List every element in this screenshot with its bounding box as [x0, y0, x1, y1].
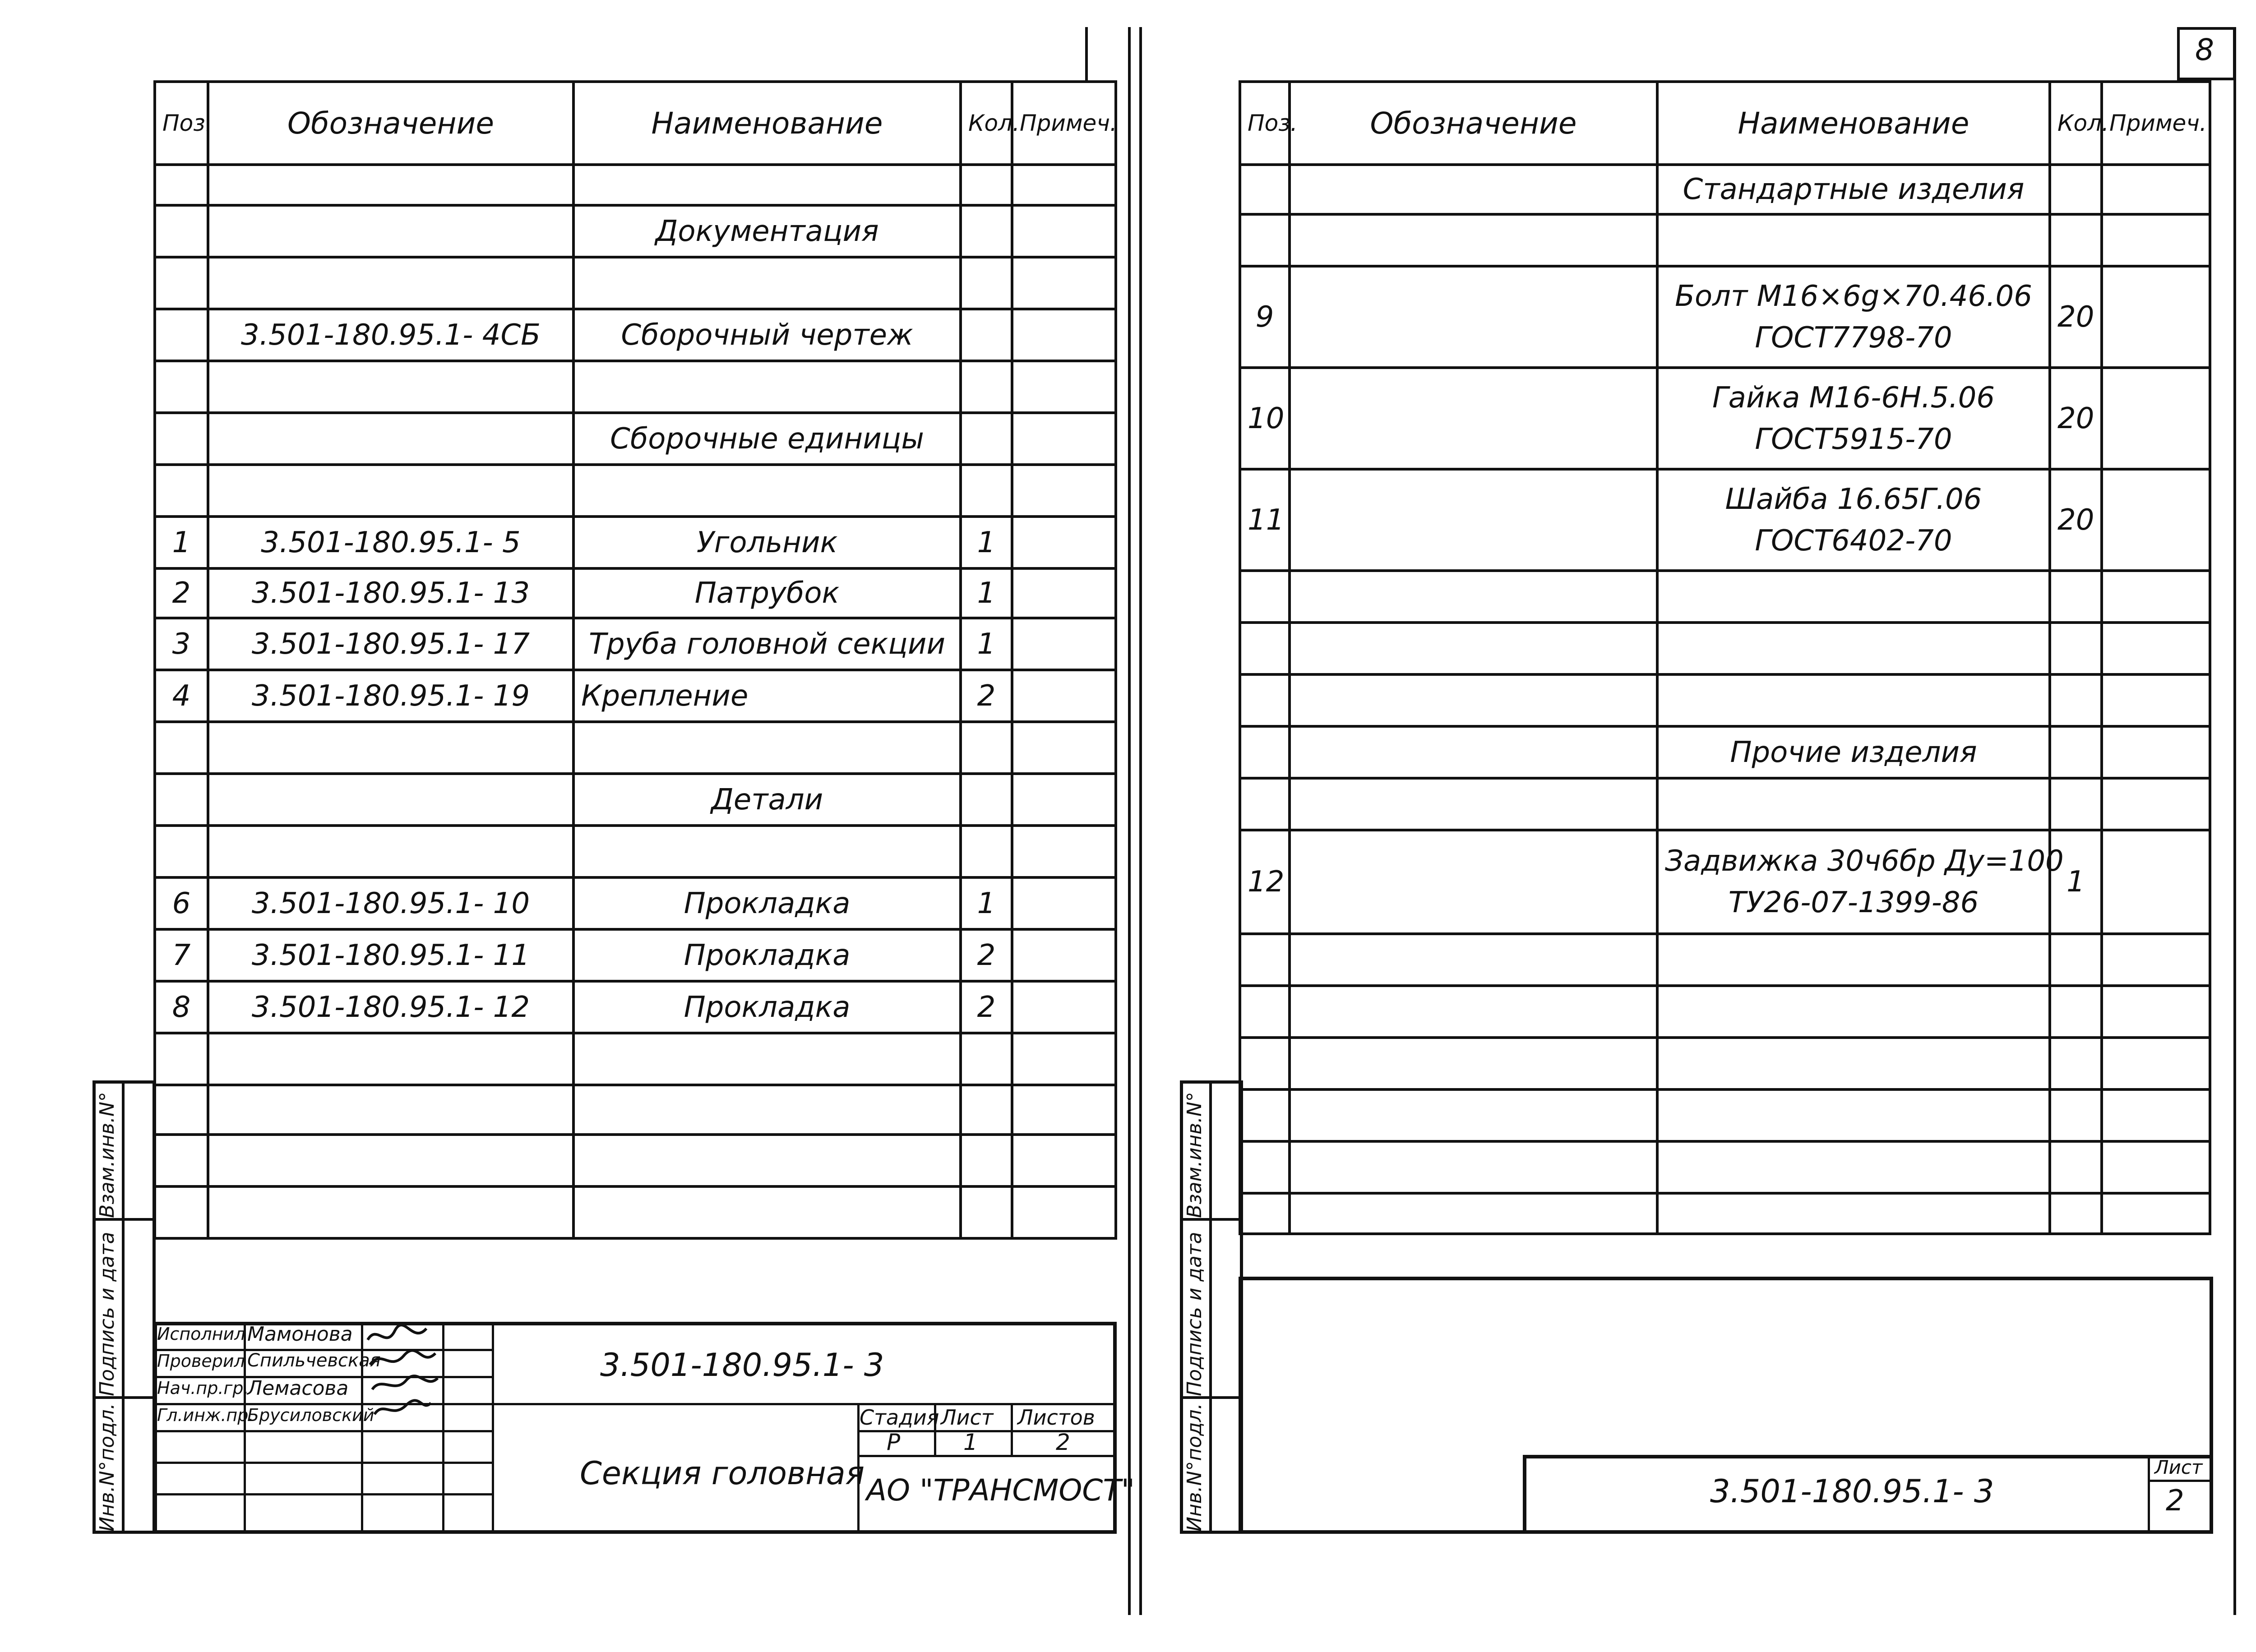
row-pos — [155, 165, 208, 205]
row-note — [1012, 670, 1116, 722]
row-designation — [1290, 674, 1657, 726]
left-table-row — [155, 1033, 1116, 1085]
left-table-row — [155, 1085, 1116, 1135]
row-pos — [155, 1186, 208, 1238]
right-side-label-replace: Взам.инв.N° — [1183, 1092, 1206, 1218]
right-table-row — [1240, 266, 2210, 368]
row-designation — [208, 1186, 573, 1238]
row-name-line1: Прочие изделия — [1730, 735, 1977, 769]
left-table-row — [155, 826, 1116, 877]
header-pos: Поз. — [1240, 82, 1290, 165]
row-qty — [961, 205, 1012, 257]
row-pos — [155, 774, 208, 826]
row-note — [1012, 1135, 1116, 1186]
right-table-row — [1240, 1193, 2210, 1234]
right-table-row — [1240, 469, 2210, 571]
row-pos — [155, 465, 208, 517]
left-header-row — [155, 82, 1116, 165]
row-qty — [961, 1135, 1012, 1186]
row-designation — [1290, 986, 1657, 1038]
row-name — [1657, 1193, 2050, 1234]
row-qty — [2050, 674, 2102, 726]
row-note — [2102, 986, 2210, 1038]
row-designation: 3.501-180.95.1- 11 — [208, 929, 573, 981]
row-note — [1012, 877, 1116, 929]
row-qty — [961, 722, 1012, 774]
left-table-row — [155, 929, 1116, 981]
row-name — [573, 1135, 961, 1186]
row-designation — [1290, 368, 1657, 469]
row-pos — [1240, 1038, 1290, 1089]
row-note — [1012, 981, 1116, 1033]
row-qty — [961, 165, 1012, 205]
right-table-row — [1240, 571, 2210, 623]
row-qty — [961, 413, 1012, 465]
stamp-sheets-value: 2 — [1056, 1429, 1070, 1455]
left-table-row — [155, 981, 1116, 1033]
row-pos — [1240, 778, 1290, 830]
row-designation: 3.501-180.95.1- 12 — [208, 981, 573, 1033]
row-name: Прокладка — [573, 877, 961, 929]
left-side-label-replace: Взам.инв.N° — [96, 1092, 119, 1218]
row-designation — [1290, 266, 1657, 368]
row-designation — [1290, 778, 1657, 830]
stamp-sheets-label: Листов — [1017, 1405, 1095, 1430]
row-pos — [1240, 674, 1290, 726]
stamp-role-3: Нач.пр.гр. — [157, 1378, 249, 1398]
row-designation: 3.501-180.95.1- 5 — [208, 517, 573, 568]
row-qty: 1 — [961, 517, 1012, 568]
row-note — [2102, 1141, 2210, 1193]
row-note — [1012, 309, 1116, 361]
stamp-name-1: Мамонова — [247, 1323, 353, 1346]
left-table-row — [155, 1186, 1116, 1238]
rsb-h1 — [2148, 1480, 2213, 1482]
row-pos — [1240, 1141, 1290, 1193]
row-pos — [1240, 623, 1290, 674]
stamp-name-4: Брусиловский — [247, 1405, 374, 1425]
row-designation: 3.501-180.95.1- 17 — [208, 618, 573, 670]
row-pos — [155, 205, 208, 257]
stamp-role-2: Проверил — [157, 1351, 245, 1371]
row-designation — [208, 205, 573, 257]
row-pos — [155, 257, 208, 309]
row-name — [573, 826, 961, 877]
row-name: Сборочные единицы — [573, 413, 961, 465]
row-pos — [155, 309, 208, 361]
row-pos — [1240, 214, 1290, 266]
row-pos: 4 — [155, 670, 208, 722]
row-note — [1012, 165, 1116, 205]
row-pos — [155, 722, 208, 774]
row-pos — [1240, 165, 1290, 214]
right-table-row — [1240, 934, 2210, 986]
row-qty: 2 — [961, 981, 1012, 1033]
row-pos — [155, 1033, 208, 1085]
header-designation: Обозначение — [208, 82, 573, 165]
row-pos: 8 — [155, 981, 208, 1033]
row-designation — [208, 1085, 573, 1135]
row-pos: 9 — [1240, 266, 1290, 368]
left-table-row — [155, 465, 1116, 517]
stamp-name-3: Лемасова — [247, 1377, 349, 1400]
row-name: Угольник — [573, 517, 961, 568]
row-note — [2102, 830, 2210, 934]
row-name — [1657, 1038, 2050, 1089]
row-note — [1012, 1033, 1116, 1085]
right-table-row — [1240, 674, 2210, 726]
right-table-row — [1240, 1089, 2210, 1141]
row-designation — [1290, 1193, 1657, 1234]
row-designation — [1290, 214, 1657, 266]
row-pos — [155, 826, 208, 877]
lsb-v4 — [492, 1322, 494, 1534]
row-designation — [1290, 623, 1657, 674]
row-note — [1012, 618, 1116, 670]
row-name: Крепление — [573, 670, 961, 722]
left-table-row — [155, 165, 1116, 205]
page-number: 8 — [2195, 32, 2214, 67]
row-note — [1012, 205, 1116, 257]
left-side-label-inv: Инв.N°подл. — [96, 1403, 119, 1532]
row-pos — [155, 1135, 208, 1186]
left-frame-right — [1128, 27, 1131, 1615]
row-name — [573, 1186, 961, 1238]
row-pos — [1240, 1089, 1290, 1141]
row-qty — [2050, 778, 2102, 830]
row-pos — [1240, 934, 1290, 986]
stamp-name-2: Спильчевская — [247, 1350, 381, 1371]
row-note — [2102, 165, 2210, 214]
row-qty — [961, 774, 1012, 826]
stamp-sheet-label: Лист — [941, 1405, 994, 1430]
row-name — [573, 722, 961, 774]
row-designation — [208, 465, 573, 517]
row-qty — [2050, 986, 2102, 1038]
left-table-row — [155, 877, 1116, 929]
stamp-role-4: Гл.инж.пр. — [157, 1405, 254, 1425]
row-name: Документация — [573, 205, 961, 257]
row-qty — [2050, 726, 2102, 778]
row-note — [1012, 722, 1116, 774]
row-name — [1657, 934, 2050, 986]
row-designation: 3.501-180.95.1- 13 — [208, 568, 573, 618]
row-qty — [961, 257, 1012, 309]
row-name — [1657, 986, 2050, 1038]
row-name-line1: Гайка М16-6Н.5.06 — [1712, 381, 1995, 415]
header-name: Наименование — [1657, 82, 2050, 165]
row-designation — [208, 165, 573, 205]
row-note — [2102, 214, 2210, 266]
row-name — [1657, 1089, 2050, 1141]
row-note — [2102, 1089, 2210, 1141]
row-qty: 20 — [2050, 469, 2102, 571]
row-name — [1657, 165, 2050, 214]
row-note — [1012, 1186, 1116, 1238]
row-qty — [2050, 214, 2102, 266]
row-name: Детали — [573, 774, 961, 826]
row-name — [1657, 623, 2050, 674]
row-pos — [1240, 1193, 1290, 1234]
row-name — [1657, 571, 2050, 623]
row-note — [1012, 465, 1116, 517]
row-name — [1657, 726, 2050, 778]
row-note — [1012, 361, 1116, 413]
row-designation — [208, 826, 573, 877]
row-note — [2102, 469, 2210, 571]
row-designation — [1290, 1141, 1657, 1193]
row-qty — [2050, 623, 2102, 674]
row-name — [573, 165, 961, 205]
row-designation — [1290, 1038, 1657, 1089]
row-designation — [208, 1033, 573, 1085]
left-table-row — [155, 722, 1116, 774]
row-qty — [2050, 1089, 2102, 1141]
right-specification-table — [1239, 80, 2211, 1235]
row-qty — [961, 1033, 1012, 1085]
lsb-row5 — [153, 1462, 492, 1464]
row-name — [1657, 214, 2050, 266]
left-stamp-title: Секция головная — [580, 1455, 864, 1492]
row-designation — [1290, 934, 1657, 986]
row-pos: 10 — [1240, 368, 1290, 469]
row-designation — [1290, 830, 1657, 934]
left-table-row — [155, 1135, 1116, 1186]
row-note — [1012, 413, 1116, 465]
row-note — [1012, 929, 1116, 981]
right-header-row — [1240, 82, 2210, 165]
right-table-row — [1240, 1141, 2210, 1193]
row-qty: 20 — [2050, 368, 2102, 469]
right-stamp-sheet-label: Лист — [2154, 1456, 2203, 1478]
row-designation — [1290, 571, 1657, 623]
row-name — [573, 1085, 961, 1135]
right-stamp-doc-code: 3.501-180.95.1- 3 — [1710, 1473, 1994, 1510]
signatures — [363, 1322, 444, 1430]
left-table-row — [155, 568, 1116, 618]
row-qty — [2050, 934, 2102, 986]
right-table-row — [1240, 830, 2210, 934]
stamp-stage-value: Р — [887, 1429, 901, 1455]
lsb-v7 — [1011, 1403, 1013, 1455]
rsb-v1 — [2148, 1455, 2150, 1534]
row-name — [1657, 674, 2050, 726]
stamp-organization: АО "ТРАНСМОСТ" — [866, 1473, 1135, 1508]
row-designation — [208, 257, 573, 309]
row-note — [2102, 1038, 2210, 1089]
row-pos — [1240, 986, 1290, 1038]
left-table-row — [155, 618, 1116, 670]
left-side-label-sign: Подпись и дата — [96, 1232, 119, 1396]
row-pos — [1240, 571, 1290, 623]
row-pos — [1240, 726, 1290, 778]
row-qty — [2050, 571, 2102, 623]
row-designation: 3.501-180.95.1- 19 — [208, 670, 573, 722]
row-designation — [1290, 726, 1657, 778]
row-name-line2: ТУ26-07-1399-86 — [1728, 886, 1979, 919]
row-note — [1012, 774, 1116, 826]
row-name: Труба головной секции — [573, 618, 961, 670]
left-table-row — [155, 670, 1116, 722]
row-qty — [961, 361, 1012, 413]
row-designation: 3.501-180.95.1- 10 — [208, 877, 573, 929]
row-pos — [155, 413, 208, 465]
lsb-row6 — [153, 1493, 492, 1495]
stamp-role-1: Исполнил — [157, 1324, 245, 1344]
row-pos: 2 — [155, 568, 208, 618]
row-note — [1012, 826, 1116, 877]
row-name — [1657, 830, 2064, 934]
row-name-line1: Задвижка 30ч6бр Ду=100 — [1665, 844, 2064, 878]
row-name-line1: Болт М16×6g×70.46.06 — [1675, 279, 2032, 313]
header-name: Наименование — [573, 82, 961, 165]
lsb-row4 — [153, 1430, 492, 1432]
row-qty: 2 — [961, 929, 1012, 981]
row-note — [2102, 674, 2210, 726]
row-name — [573, 257, 961, 309]
right-strip-inner — [1209, 1080, 1212, 1534]
row-qty: 1 — [961, 618, 1012, 670]
row-name — [573, 361, 961, 413]
right-table-row — [1240, 165, 2210, 214]
left-specification-table — [153, 80, 1117, 1240]
row-designation: 3.501-180.95.1- 4СБ — [208, 309, 573, 361]
left-top-tick — [1085, 27, 1088, 80]
row-qty — [961, 1186, 1012, 1238]
row-designation — [1290, 165, 1657, 214]
row-name — [573, 465, 961, 517]
row-pos: 7 — [155, 929, 208, 981]
row-qty: 1 — [2050, 830, 2102, 934]
row-designation — [208, 1135, 573, 1186]
row-qty — [961, 826, 1012, 877]
row-name-line1: Стандартные изделия — [1683, 173, 2025, 206]
row-qty — [2050, 165, 2102, 214]
right-table-row — [1240, 214, 2210, 266]
row-name: Патрубок — [573, 568, 961, 618]
row-note — [2102, 726, 2210, 778]
header-qty: Кол. — [961, 82, 1012, 165]
row-designation — [208, 361, 573, 413]
row-note — [2102, 571, 2210, 623]
row-pos — [155, 1085, 208, 1135]
row-qty: 2 — [961, 670, 1012, 722]
left-table-row — [155, 413, 1116, 465]
row-designation — [208, 413, 573, 465]
row-qty: 1 — [961, 568, 1012, 618]
right-side-label-sign: Подпись и дата — [1183, 1232, 1206, 1396]
row-designation — [208, 774, 573, 826]
stamp-sheet-value: 1 — [963, 1429, 978, 1455]
left-table-row — [155, 205, 1116, 257]
row-qty — [2050, 1193, 2102, 1234]
row-name — [1657, 469, 2050, 571]
row-name — [1657, 266, 2050, 368]
right-table-row — [1240, 726, 2210, 778]
header-pos: Поз. — [155, 82, 208, 165]
row-name — [1657, 1141, 2050, 1193]
row-pos: 3 — [155, 618, 208, 670]
row-note — [1012, 568, 1116, 618]
stamp-stage-label: Стадия — [860, 1405, 939, 1430]
header-designation: Обозначение — [1290, 82, 1657, 165]
row-pos: 11 — [1240, 469, 1290, 571]
left-table-row — [155, 517, 1116, 568]
row-name-line2: ГОСТ7798-70 — [1755, 321, 1952, 355]
row-qty — [2050, 1141, 2102, 1193]
row-note — [2102, 266, 2210, 368]
row-pos — [155, 361, 208, 413]
left-table-row — [155, 361, 1116, 413]
row-name — [573, 1033, 961, 1085]
left-strip-inner — [122, 1080, 125, 1534]
row-name — [1657, 368, 2050, 469]
row-name-line1: Шайба 16.65Г.06 — [1725, 482, 1982, 516]
row-note — [2102, 1193, 2210, 1234]
row-note — [2102, 368, 2210, 469]
row-qty — [961, 309, 1012, 361]
row-name — [1657, 778, 2050, 830]
row-note — [1012, 517, 1116, 568]
row-qty: 1 — [961, 877, 1012, 929]
right-table-row — [1240, 1038, 2210, 1089]
row-pos: 6 — [155, 877, 208, 929]
row-name-line2: ГОСТ6402-70 — [1755, 524, 1952, 558]
row-designation — [1290, 1089, 1657, 1141]
row-name: Прокладка — [573, 929, 961, 981]
right-frame-right — [2233, 27, 2236, 1615]
left-table-row — [155, 309, 1116, 361]
row-qty: 20 — [2050, 266, 2102, 368]
right-frame-left — [1139, 27, 1142, 1615]
row-pos: 1 — [155, 517, 208, 568]
row-qty — [961, 1085, 1012, 1135]
row-qty — [961, 465, 1012, 517]
right-table-row — [1240, 778, 2210, 830]
left-table-row — [155, 257, 1116, 309]
row-note — [2102, 778, 2210, 830]
right-table-row — [1240, 368, 2210, 469]
row-designation — [208, 722, 573, 774]
row-qty — [2050, 1038, 2102, 1089]
right-table-row — [1240, 986, 2210, 1038]
right-stamp-sheet-value: 2 — [2166, 1484, 2184, 1518]
left-table-row — [155, 774, 1116, 826]
row-note — [2102, 934, 2210, 986]
header-qty: Кол. — [2050, 82, 2102, 165]
right-side-label-inv: Инв.N°подл. — [1183, 1403, 1206, 1532]
header-note: Примеч. — [2102, 82, 2210, 165]
row-name: Прокладка — [573, 981, 961, 1033]
header-note: Примеч. — [1012, 82, 1116, 165]
left-stamp-doc-code: 3.501-180.95.1- 3 — [600, 1347, 884, 1384]
row-name-line2: ГОСТ5915-70 — [1755, 422, 1952, 456]
row-designation — [1290, 469, 1657, 571]
row-note — [2102, 623, 2210, 674]
row-pos: 12 — [1240, 830, 1290, 934]
right-table-row — [1240, 623, 2210, 674]
row-note — [1012, 1085, 1116, 1135]
row-note — [1012, 257, 1116, 309]
row-name: Сборочный чертеж — [573, 309, 961, 361]
